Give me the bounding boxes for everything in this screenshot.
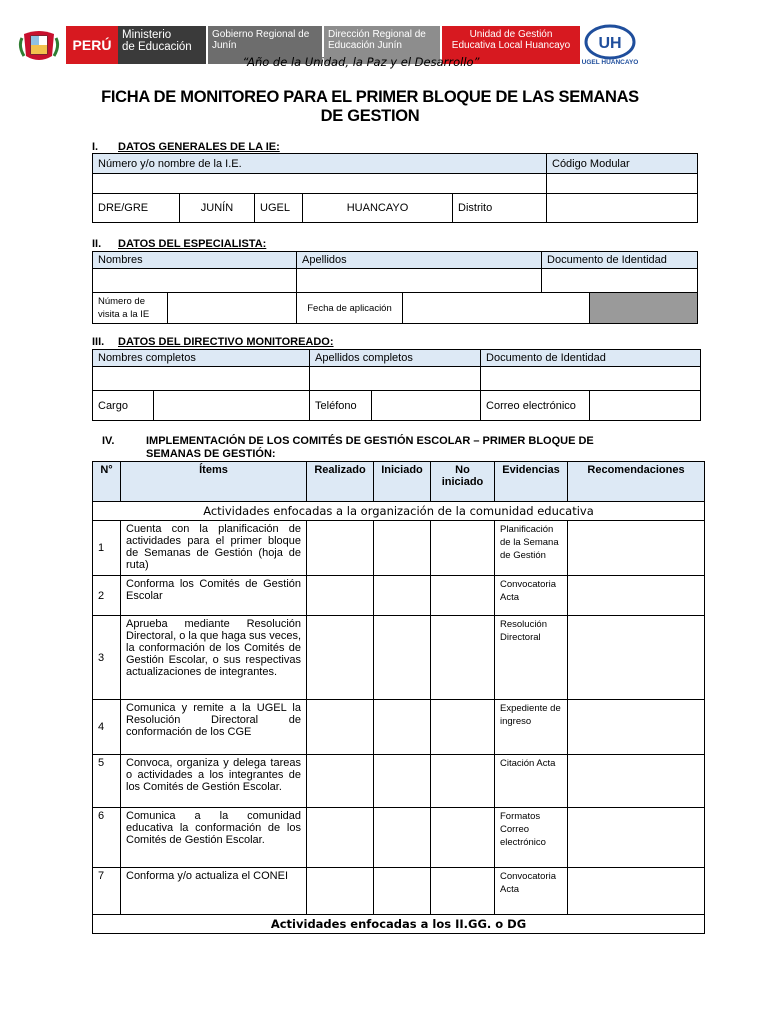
minedu-logo: Ministerio de Educación <box>118 26 206 64</box>
row-item: Conforma y/o actualiza el CONEI <box>121 868 307 915</box>
row-evidencia: Citación Acta <box>495 755 568 808</box>
numero-visita-field[interactable] <box>168 293 297 324</box>
ie-name-field[interactable] <box>93 174 547 194</box>
ugel-label: UGEL <box>255 194 303 223</box>
especialista-apellidos-field[interactable] <box>297 269 542 293</box>
recomendaciones-cell[interactable] <box>568 755 705 808</box>
especialista-nombres-field[interactable] <box>93 269 297 293</box>
no-iniciado-cell[interactable] <box>431 521 495 576</box>
row-number: 7 <box>93 868 121 915</box>
page-title: FICHA DE MONITOREO PARA EL PRIMER BLOQUE DE LAS SEMANAS DE GESTION <box>101 88 639 125</box>
table-row <box>93 700 705 755</box>
table-row <box>93 616 705 700</box>
implementacion-table <box>92 461 705 934</box>
peru-logo: PERÚ <box>66 26 118 64</box>
iniciado-cell[interactable] <box>374 576 431 616</box>
row-number: 1 <box>93 521 121 576</box>
especialista-apellidos-label: Apellidos <box>297 252 542 269</box>
row-evidencia: Expediente de ingreso <box>495 700 568 755</box>
directivo-doc-field[interactable] <box>481 367 701 391</box>
directivo-apellidos-field[interactable] <box>310 367 481 391</box>
dre-value: JUNÍN <box>180 194 255 223</box>
header-no-iniciado: No iniciado <box>431 462 495 502</box>
header-iniciado: Iniciado <box>374 462 431 502</box>
header-recomendaciones: Recomendaciones <box>568 462 705 502</box>
realizado-cell[interactable] <box>307 755 374 808</box>
no-iniciado-cell[interactable] <box>431 755 495 808</box>
header-items: Ítems <box>121 462 307 502</box>
no-iniciado-cell[interactable] <box>431 576 495 616</box>
row-number: 2 <box>93 576 121 616</box>
no-iniciado-cell[interactable] <box>431 808 495 868</box>
iniciado-cell[interactable] <box>374 755 431 808</box>
cargo-field[interactable] <box>154 391 310 421</box>
realizado-cell[interactable] <box>307 616 374 700</box>
header-num: N° <box>93 462 121 502</box>
row-evidencia: Convocatoria Acta <box>495 868 568 915</box>
table-row <box>93 521 705 576</box>
ugel-huancayo-logo: Unidad de Gestión Educativa Local Huancayo <box>442 26 580 64</box>
iniciado-cell[interactable] <box>374 616 431 700</box>
header-evidencias: Evidencias <box>495 462 568 502</box>
year-motto: “Año de la Unidad, la Paz y el Desarrollo” <box>242 55 480 69</box>
realizado-cell[interactable] <box>307 576 374 616</box>
group-organizacion: Actividades enfocadas a la organización de la comunidad educativa <box>93 502 705 521</box>
svg-text:UH: UH <box>598 35 622 52</box>
row-item: Conforma los Comités de Gestión Escolar <box>121 576 307 616</box>
fecha-aplicacion-label: Fecha de aplicación <box>297 293 403 324</box>
recomendaciones-cell[interactable] <box>568 576 705 616</box>
section-2-heading: II. DATOS DEL ESPECIALISTA: <box>92 238 267 250</box>
row-item: Aprueba mediante Resolución Directoral, o la que haga sus veces, la conformación de los Comités de Gestión Escolar, o sus respectivas actualizaciones de integrantes. <box>121 616 307 700</box>
row-evidencia: Resolución Directoral <box>495 616 568 700</box>
table-row <box>93 576 705 616</box>
directivo-nombres-field[interactable] <box>93 367 310 391</box>
row-item: Comunica a la comunidad educativa la conformación de los Comités de Gestión Escolar. <box>121 808 307 868</box>
row-evidencia: Formatos Correo electrónico <box>495 808 568 868</box>
iniciado-cell[interactable] <box>374 868 431 915</box>
recomendaciones-cell[interactable] <box>568 700 705 755</box>
realizado-cell[interactable] <box>307 700 374 755</box>
especialista-nombres-label: Nombres <box>93 252 297 269</box>
iniciado-cell[interactable] <box>374 808 431 868</box>
recomendaciones-cell[interactable] <box>568 808 705 868</box>
distrito-label: Distrito <box>453 194 547 223</box>
recomendaciones-cell[interactable] <box>568 616 705 700</box>
svg-text:UGEL HUANCAYO: UGEL HUANCAYO <box>582 59 638 66</box>
gobierno-regional-logo: Gobierno Regional de Junín <box>208 26 322 64</box>
cargo-label: Cargo <box>93 391 154 421</box>
row-number: 6 <box>93 808 121 868</box>
row-item: Convoca, organiza y delega tareas o actividades a los integrantes de los Comités de Gestión Escolar. <box>121 755 307 808</box>
header-realizado: Realizado <box>307 462 374 502</box>
row-item: Comunica y remite a la UGEL la Resolución Directoral de conformación de los CGE <box>121 700 307 755</box>
realizado-cell[interactable] <box>307 868 374 915</box>
datos-especialista-table <box>92 251 698 324</box>
dre-label: DRE/GRE <box>93 194 180 223</box>
iniciado-cell[interactable] <box>374 521 431 576</box>
no-iniciado-cell[interactable] <box>431 868 495 915</box>
row-number: 4 <box>93 700 121 755</box>
recomendaciones-cell[interactable] <box>568 868 705 915</box>
correo-label: Correo electrónico <box>481 391 590 421</box>
distrito-field[interactable] <box>547 194 698 223</box>
row-number: 5 <box>93 755 121 808</box>
shaded-cell <box>590 293 698 324</box>
directivo-doc-label: Documento de Identidad <box>481 350 701 367</box>
no-iniciado-cell[interactable] <box>431 616 495 700</box>
row-evidencia: Planificación de la Semana de Gestión <box>495 521 568 576</box>
group-iigg-dg: Actividades enfocadas a los II.GG. o DG <box>93 915 705 934</box>
direccion-regional-logo: Dirección Regional de Educación Junín <box>324 26 440 64</box>
realizado-cell[interactable] <box>307 521 374 576</box>
datos-directivo-table <box>92 349 701 421</box>
telefono-label: Teléfono <box>310 391 372 421</box>
numero-visita-label: Número de visita a la IE <box>93 293 168 324</box>
table-row <box>93 755 705 808</box>
fecha-aplicacion-field[interactable] <box>403 293 590 324</box>
section-4-heading: IV. IMPLEMENTACIÓN DE LOS COMITÉS DE GESTIÓN ESCOLAR – PRIMER BLOQUE DE SEMANAS DE GESTIÓN: <box>102 435 594 460</box>
codigo-modular-label: Código Modular <box>547 154 698 174</box>
row-evidencia: Convocatoria Acta <box>495 576 568 616</box>
especialista-doc-field[interactable] <box>542 269 698 293</box>
realizado-cell[interactable] <box>307 808 374 868</box>
recomendaciones-cell[interactable] <box>568 521 705 576</box>
codigo-modular-field[interactable] <box>547 174 698 194</box>
ugel-value: HUANCAYO <box>303 194 453 223</box>
directivo-nombres-label: Nombres completos <box>93 350 310 367</box>
correo-field[interactable] <box>590 391 701 421</box>
telefono-field[interactable] <box>372 391 481 421</box>
table-row <box>93 808 705 868</box>
section-1-heading: I. DATOS GENERALES DE LA IE: <box>92 141 280 153</box>
iniciado-cell[interactable] <box>374 700 431 755</box>
especialista-doc-label: Documento de Identidad <box>542 252 698 269</box>
row-number: 3 <box>93 616 121 700</box>
section-3-heading: III. DATOS DEL DIRECTIVO MONITOREADO: <box>92 336 334 348</box>
datos-generales-table <box>92 153 698 223</box>
table-row <box>93 868 705 915</box>
ie-name-label: Número y/o nombre de la I.E. <box>93 154 547 174</box>
row-item: Cuenta con la planificación de actividades para el primer bloque de Semanas de Gestión (hoja de ruta) <box>121 521 307 576</box>
directivo-apellidos-label: Apellidos completos <box>310 350 481 367</box>
no-iniciado-cell[interactable] <box>431 700 495 755</box>
